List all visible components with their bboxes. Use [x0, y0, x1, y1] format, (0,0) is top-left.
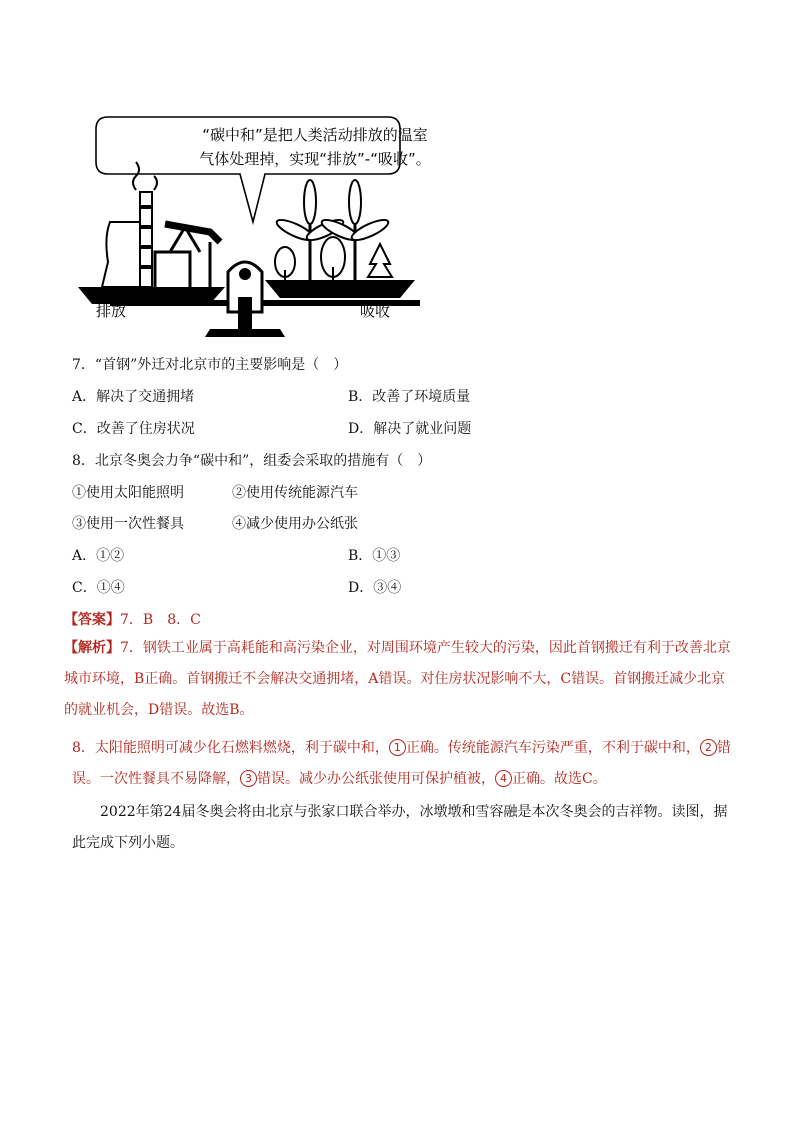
q8-statement-1: ①使用太阳能照明: [72, 485, 184, 501]
q8-option-d: D．③④: [348, 580, 402, 596]
answer-text: 7．B 8．C: [120, 612, 201, 628]
q7-stem: 7．“首钢”外迁对北京市的主要影响是（ ）: [72, 357, 348, 373]
circled-number-4: 4: [495, 770, 512, 787]
analysis-q7-text: 7．钢铁工业属于高耗能和高污染企业，对周围环境产生较大的污染，因此首钢搬迁有利于改善北京城市环境，B正确。首钢搬迁不会解决交通拥堵，A错误。对住房状况影响不大，C错误。首钢搬迁减少北京的就业机会，D错误。故选B。: [64, 640, 731, 718]
bubble-line-2: 气体处理掉，实现“排放”-“吸收”。: [199, 150, 431, 168]
absorption-label: 吸收: [360, 302, 391, 320]
q8-statement-4: ④减少使用办公纸张: [232, 516, 358, 532]
q7-option-a: A．解决了交通拥堵: [72, 389, 195, 405]
q7-option-b: B．改善了环境质量: [348, 389, 471, 405]
q8-statement-2: ②使用传统能源汽车: [232, 485, 358, 501]
q8-option-c: C．①④: [72, 580, 125, 596]
analysis-q8-part-2: 正确。传统能源汽车污染严重，不利于碳中和，: [405, 740, 700, 756]
analysis-tag: 【解析】: [64, 640, 120, 656]
q8-statement-3: ③使用一次性餐具: [72, 516, 184, 532]
answer-tag: 【答案】: [64, 612, 120, 628]
circled-number-1: 1: [389, 739, 406, 756]
answer-line: [64, 610, 201, 630]
q8-stem: 8．北京冬奥会力争“碳中和”，组委会采取的措施有（ ）: [72, 453, 432, 469]
circled-number-3: 3: [240, 770, 257, 787]
analysis-q8-part-4: 错误。减少办公纸张使用可保护植被，: [257, 771, 495, 787]
carbon-neutral-figure: [70, 112, 431, 337]
q7-option-d: D．解决了就业问题: [348, 421, 472, 437]
analysis-q7: [64, 633, 732, 726]
analysis-q8-part-1: 8．太阳能照明可减少化石燃料燃烧，利于碳中和，: [72, 740, 389, 756]
next-question-intro: 2022年第24届冬奥会将由北京与张家口联合举办，冰墩墩和雪容融是本次冬奥会的吉祥物。读图，据此完成下列小题。: [72, 804, 728, 851]
analysis-q8-part-5: 正确。故选C。: [512, 771, 607, 787]
analysis-q8: [72, 733, 732, 795]
circled-number-2: 2: [700, 739, 717, 756]
q8-option-b: B．①③: [348, 548, 401, 564]
q7-option-c: C．改善了住房状况: [72, 421, 195, 437]
analysis-q8-part-3: 错误。一次性餐具不易降解，: [72, 740, 731, 787]
bubble-line-1: “碳中和”是把人类活动排放的温室: [202, 126, 428, 144]
emission-label: 排放: [96, 302, 127, 320]
q8-option-a: A．①②: [72, 548, 125, 564]
